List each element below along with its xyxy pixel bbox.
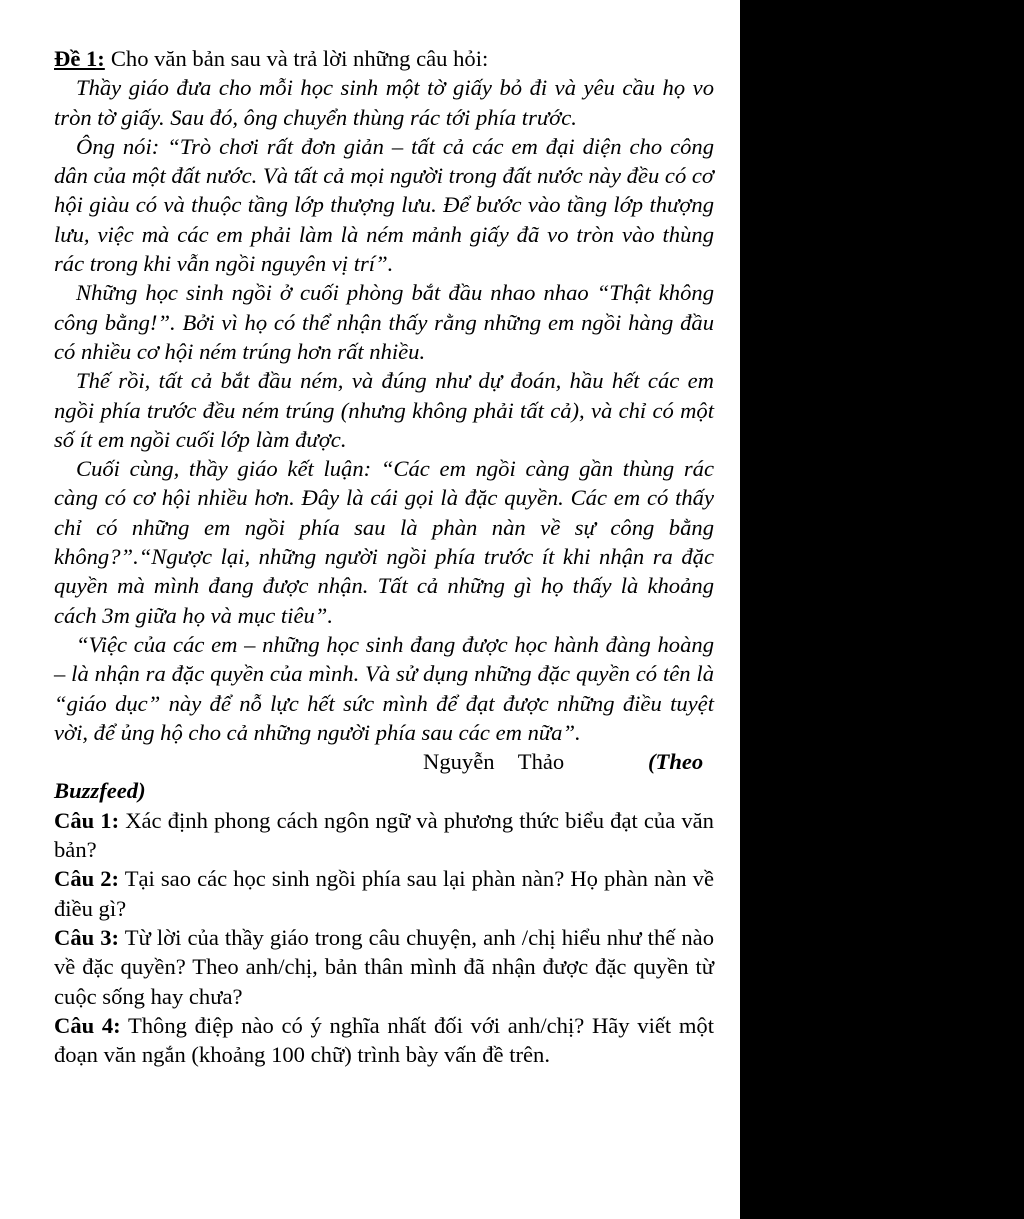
passage-paragraph: Những học sinh ngồi ở cuối phòng bắt đầu nhao nhao “Thật không công bằng!”. Bởi vì họ có thể nhận thấy rằng những em ngồi hàng đầu có nhiều cơ hội ném trúng hơn rất nhiều. bbox=[54, 280, 714, 364]
question-label: Câu 1: bbox=[54, 807, 120, 833]
source-label-part1: (Theo bbox=[648, 749, 704, 775]
reading-passage bbox=[54, 73, 714, 747]
passage-paragraph: “Việc của các em – những học sinh đang được học hành đàng hoàng – là nhận ra đặc quyền của mình. Và sử dụng những đặc quyền có tên là “giáo dục” này để nỗ lực hết sức mình để đạt được những điều tuyệt vời, để ủng hộ cho cả những người phía sau các em nữa”. bbox=[54, 631, 714, 745]
exam-heading bbox=[54, 44, 714, 73]
source-label-part2: Buzzfeed) bbox=[54, 778, 146, 804]
question-label: Câu 2: bbox=[54, 866, 120, 892]
question-label: Câu 3: bbox=[54, 924, 120, 950]
question-list bbox=[54, 806, 714, 1070]
exam-instruction: Cho văn bản sau và trả lời những câu hỏi: bbox=[110, 46, 489, 71]
passage-paragraph: Thầy giáo đưa cho mỗi học sinh một tờ giấy bỏ đi và yêu cầu họ vo tròn tờ giấy. Sau đó, ông chuyển thùng rác tới phía trước. bbox=[54, 75, 714, 130]
exam-number-label: Đề 1: bbox=[54, 46, 105, 71]
question-label: Câu 4: bbox=[54, 1012, 121, 1038]
passage-paragraph: Cuối cùng, thầy giáo kết luận: “Các em ngồi càng gần thùng rác càng có cơ hội nhiều hơn. Đây là cái gọi là đặc quyền. Các em có thấy chỉ có những em ngồi phía sau là phàn nàn về sự công bằng không?”.“Ngược lại, những người ngồi phía trước ít khi nhận ra đặc quyền mà mình đang được nhận. Tất cả những gì họ thấy là khoảng cách 3m giữa họ và mục tiêu”. bbox=[54, 456, 714, 628]
question-item bbox=[54, 864, 714, 923]
question-item bbox=[54, 923, 714, 1011]
question-text: Tại sao các học sinh ngồi phía sau lại phàn nàn? Họ phàn nàn về điều gì? bbox=[54, 866, 714, 921]
passage-paragraph: Thế rồi, tất cả bắt đầu ném, và đúng như dự đoán, hầu hết các em ngồi phía trước đều ném trúng (nhưng không phải tất cả), và chỉ có một số ít em ngồi cuối lớp làm được. bbox=[54, 368, 714, 452]
question-item bbox=[54, 1011, 714, 1070]
byline bbox=[54, 747, 714, 806]
document-content bbox=[54, 44, 714, 1069]
black-side-panel bbox=[740, 0, 1024, 1219]
question-text: Từ lời của thầy giáo trong câu chuyện, anh /chị hiểu như thế nào về đặc quyền? Theo anh/chị, bản thân mình đã nhận được đặc quyền từ cuộc sống hay chưa? bbox=[54, 924, 714, 1009]
author-name: Nguyễn Thảo bbox=[423, 749, 565, 775]
question-item bbox=[54, 806, 714, 865]
passage-paragraph: Ông nói: “Trò chơi rất đơn giản – tất cả các em đại diện cho công dân của một đất nước. Và tất cả mọi người trong đất nước này đều có cơ hội giàu có và thuộc tầng lớp thượng lưu. Để bước vào tầng lớp thượng lưu, việc mà các em phải làm là ném mảnh giấy đã vo tròn vào thùng rác trong khi vẫn ngồi nguyên vị trí”. bbox=[54, 133, 714, 277]
question-text: Thông điệp nào có ý nghĩa nhất đối với anh/chị? Hãy viết một đoạn văn ngắn (khoảng 100 chữ) trình bày vấn đề trên. bbox=[54, 1012, 714, 1068]
question-text: Xác định phong cách ngôn ngữ và phương thức biểu đạt của văn bản? bbox=[54, 807, 714, 863]
